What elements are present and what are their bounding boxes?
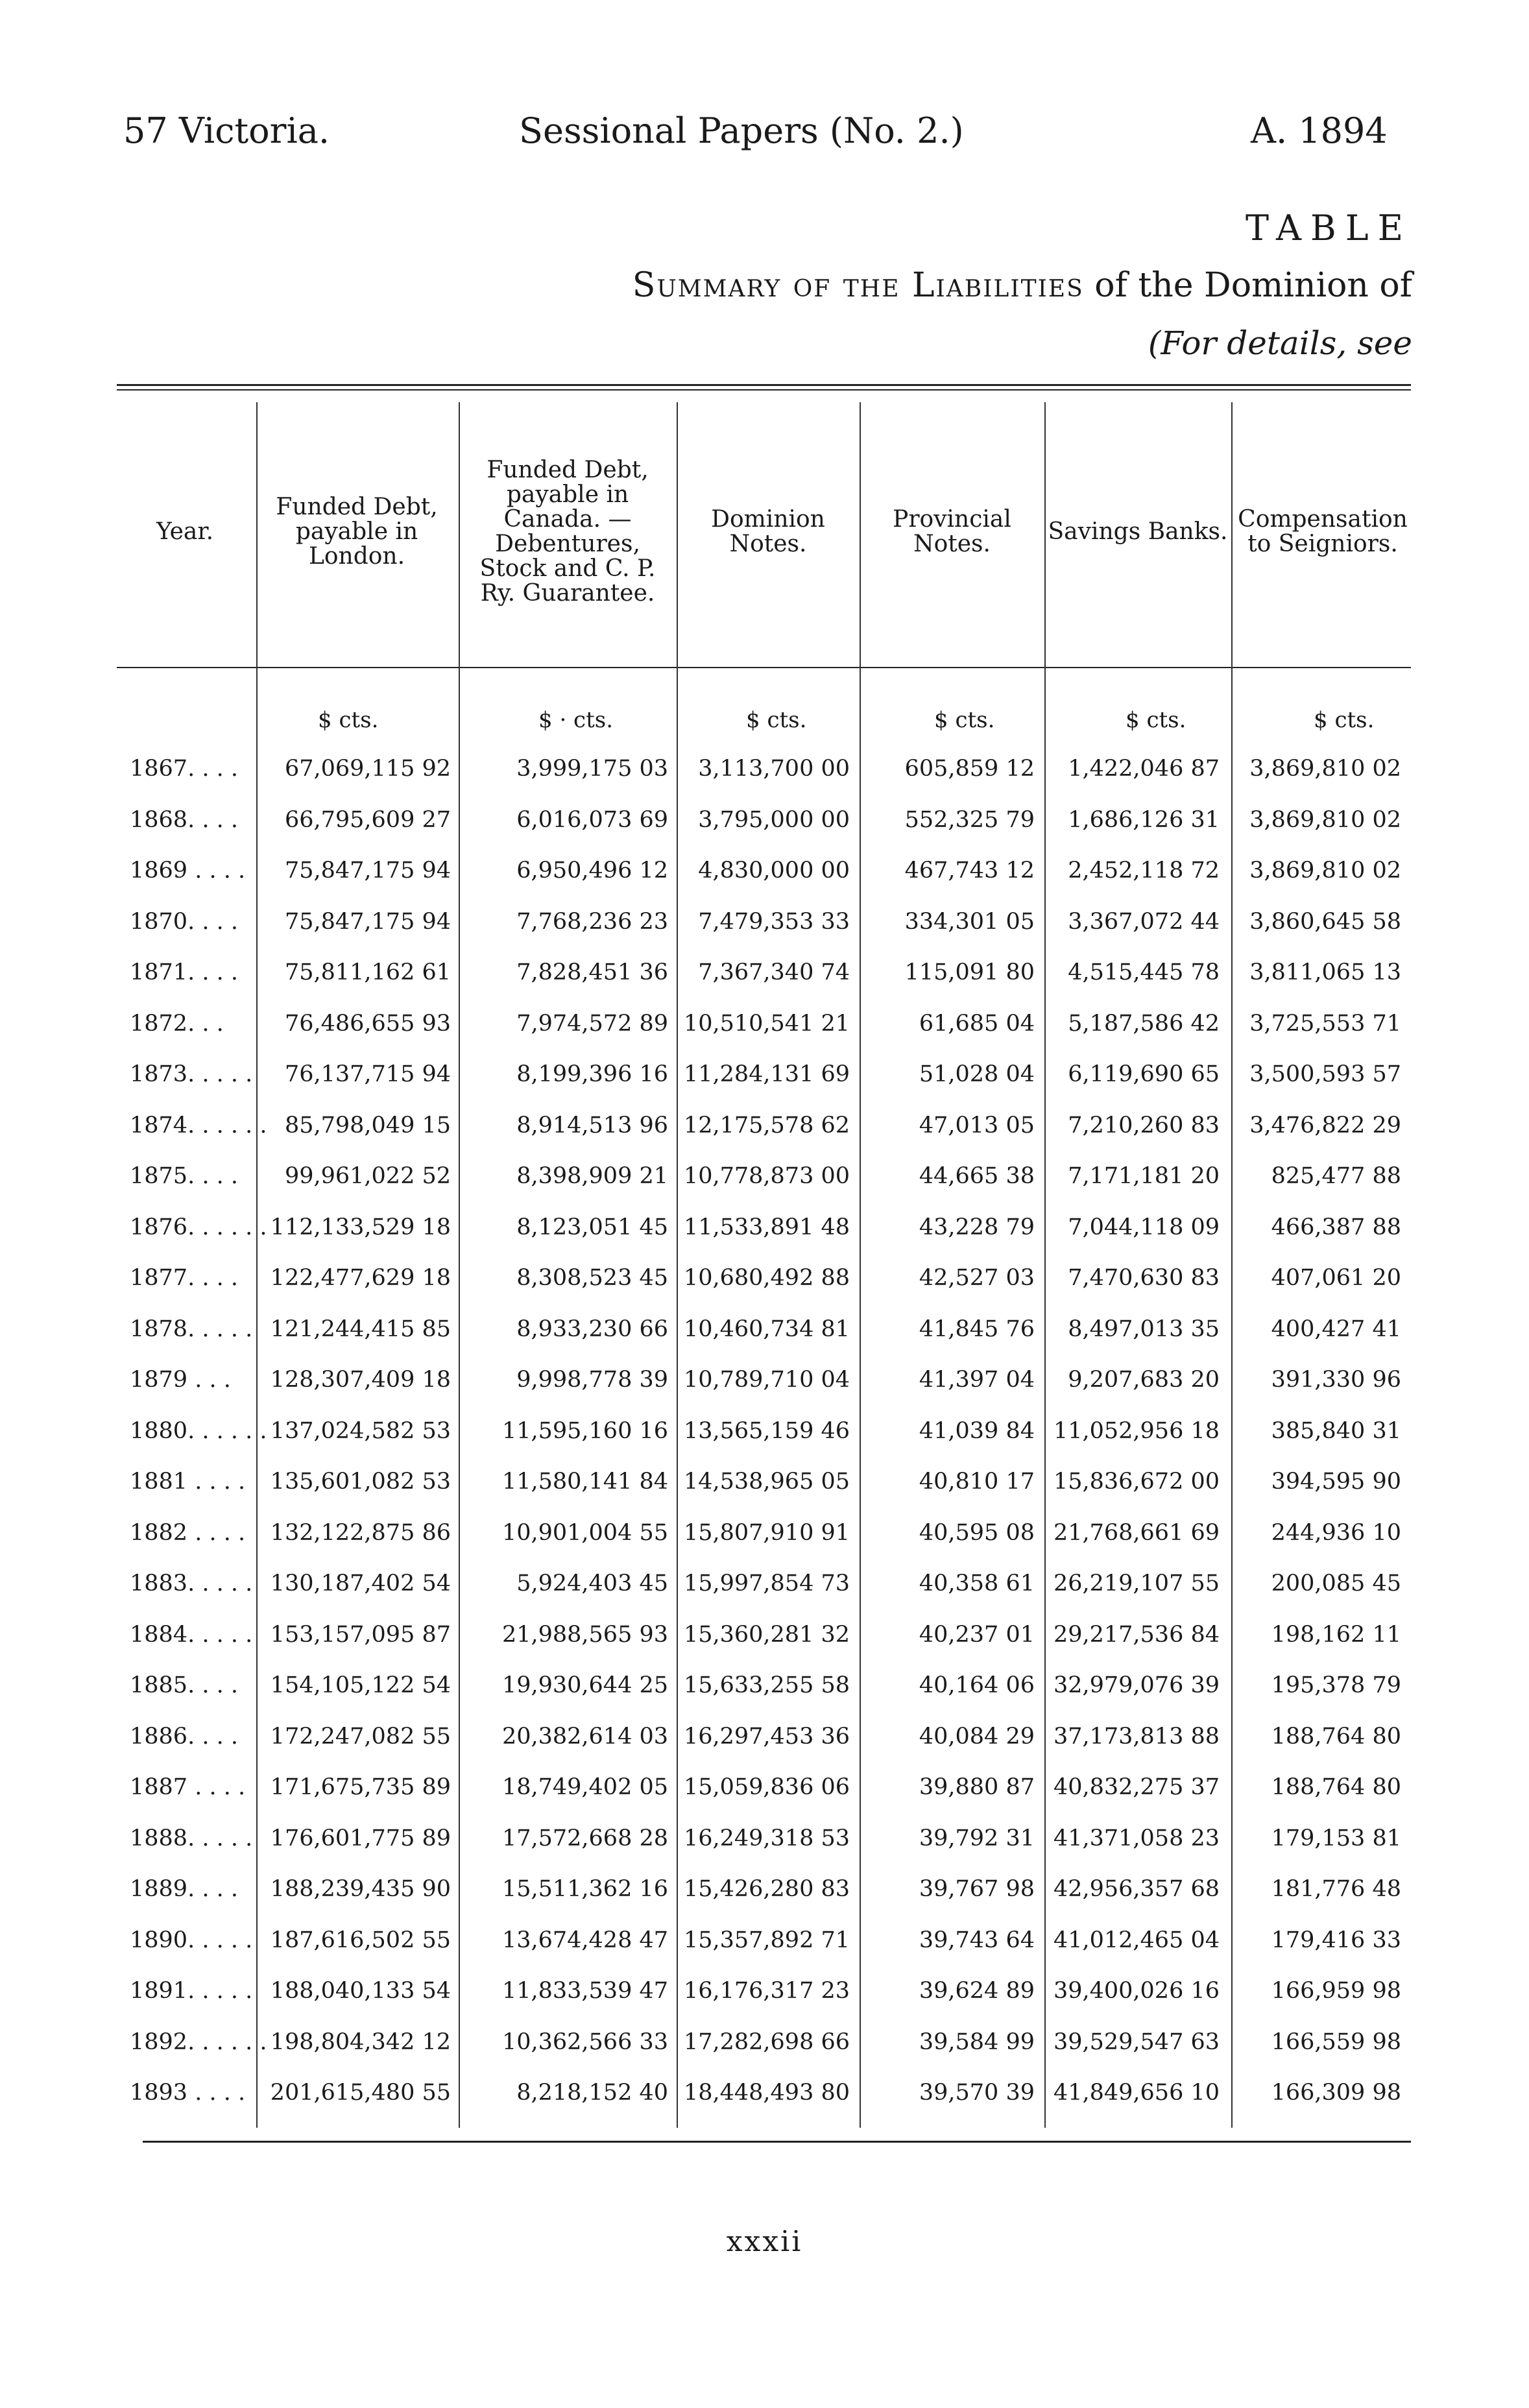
cell-seigniors: 3,860,645 58 <box>1249 908 1401 935</box>
cell-canada: 15,511,362 16 <box>501 1876 668 1902</box>
row-year: 1870. . . . <box>130 908 238 935</box>
cell-london: 76,137,715 94 <box>284 1061 451 1087</box>
cell-dominion: 16,176,317 23 <box>683 1978 850 2004</box>
cell-seigniors: 166,559 98 <box>1271 2029 1401 2055</box>
cell-dominion: 3,795,000 00 <box>698 806 850 833</box>
cell-dominion: 4,830,000 00 <box>698 858 850 884</box>
row-year: 1881 . . . . <box>130 1469 246 1495</box>
cell-london: 112,133,529 18 <box>270 1214 451 1240</box>
table-row <box>0 1724 1529 1774</box>
cell-provincial: 41,845 76 <box>919 1316 1035 1342</box>
cell-dominion: 15,807,910 91 <box>683 1519 850 1546</box>
cell-savings: 26,219,107 55 <box>1053 1571 1220 1596</box>
cell-seigniors: 166,309 98 <box>1271 2080 1401 2106</box>
table-row <box>0 756 1529 806</box>
cell-dominion: 15,059,836 06 <box>683 1774 850 1800</box>
row-year: 1876. . . . . . <box>130 1214 267 1240</box>
cell-london: 132,122,875 86 <box>270 1519 451 1546</box>
cell-dominion: 15,633,255 58 <box>683 1672 850 1698</box>
unit-label: $ cts. <box>746 707 807 733</box>
cell-seigniors: 195,378 79 <box>1271 1672 1401 1698</box>
row-year: 1890. . . . . <box>130 1927 253 1953</box>
cell-dominion: 7,479,353 33 <box>698 908 850 935</box>
cell-savings: 7,171,181 20 <box>1068 1163 1220 1189</box>
table-row <box>0 1011 1529 1061</box>
cell-savings: 8,497,013 35 <box>1068 1316 1220 1342</box>
cell-savings: 32,979,076 39 <box>1053 1672 1220 1698</box>
cell-canada: 11,595,160 16 <box>501 1417 668 1444</box>
cell-savings: 42,956,357 68 <box>1053 1876 1220 1902</box>
cell-provincial: 40,084 29 <box>919 1723 1035 1750</box>
cell-london: 172,247,082 55 <box>270 1723 451 1750</box>
page-number: xxxii <box>726 2225 803 2258</box>
row-year: 1872. . . <box>130 1010 224 1037</box>
cell-seigniors: 391,330 96 <box>1271 1367 1401 1393</box>
table-row <box>0 1672 1529 1723</box>
cell-provincial: 39,743 64 <box>919 1927 1035 1953</box>
cell-london: 153,157,095 87 <box>270 1621 451 1648</box>
unit-label: $ cts. <box>318 707 379 733</box>
cell-savings: 1,686,126 31 <box>1068 806 1220 833</box>
cell-seigniors: 181,776 48 <box>1271 1876 1401 1902</box>
header-session: 57 Victoria. <box>123 110 330 151</box>
row-year: 1871. . . . <box>130 959 238 985</box>
cell-provincial: 334,301 05 <box>904 908 1035 935</box>
header-rule <box>117 667 1411 668</box>
cell-canada: 11,833,539 47 <box>501 1978 668 2004</box>
table-title-smallcaps: Summary of the Liabilities <box>632 266 1084 305</box>
table-row <box>0 1163 1529 1214</box>
cell-savings: 3,367,072 44 <box>1068 908 1220 935</box>
cell-canada: 3,999,175 03 <box>516 756 668 782</box>
cell-seigniors: 385,840 31 <box>1271 1417 1401 1444</box>
row-year: 1875. . . . <box>130 1163 238 1189</box>
cell-savings: 41,012,465 04 <box>1053 1927 1220 1953</box>
cell-canada: 10,362,566 33 <box>501 2029 668 2055</box>
cell-canada: 18,749,402 05 <box>501 1774 668 1800</box>
cell-savings: 41,849,656 10 <box>1053 2080 1220 2106</box>
cell-london: 66,795,609 27 <box>284 806 451 833</box>
row-year: 1868. . . . <box>130 806 238 833</box>
table-row <box>0 1418 1529 1469</box>
col-header-savings: Savings Banks. <box>1048 518 1228 545</box>
table-row <box>0 1061 1529 1112</box>
cell-canada: 7,828,451 36 <box>516 959 668 985</box>
cell-savings: 29,217,536 84 <box>1053 1621 1220 1648</box>
cell-seigniors: 825,477 88 <box>1271 1163 1401 1189</box>
row-year: 1892. . . . . . <box>130 2029 267 2055</box>
cell-canada: 8,218,152 40 <box>516 2080 668 2106</box>
cell-dominion: 15,360,281 32 <box>683 1621 850 1648</box>
cell-seigniors: 3,500,593 57 <box>1249 1061 1401 1087</box>
cell-london: 99,961,022 52 <box>284 1163 451 1189</box>
cell-savings: 7,210,260 83 <box>1068 1112 1220 1138</box>
cell-provincial: 51,028 04 <box>919 1061 1035 1087</box>
cell-savings: 15,836,672 00 <box>1053 1469 1220 1495</box>
cell-savings: 4,515,445 78 <box>1068 959 1220 985</box>
cell-london: 135,601,082 53 <box>270 1469 451 1495</box>
row-year: 1886. . . . <box>130 1723 238 1750</box>
cell-savings: 39,529,547 63 <box>1053 2029 1220 2055</box>
cell-savings: 6,119,690 65 <box>1068 1061 1220 1087</box>
row-year: 1869 . . . . <box>130 858 246 884</box>
cell-dominion: 18,448,493 80 <box>683 2080 850 2106</box>
row-year: 1880. . . . . . <box>130 1417 267 1444</box>
cell-canada: 8,914,513 96 <box>516 1112 668 1138</box>
row-year: 1874. . . . . . <box>130 1112 267 1138</box>
cell-london: 75,811,162 61 <box>284 959 451 985</box>
cell-provincial: 47,013 05 <box>919 1112 1035 1138</box>
cell-dominion: 10,510,541 21 <box>683 1010 850 1037</box>
cell-london: 67,069,115 92 <box>284 756 451 782</box>
cell-london: 137,024,582 53 <box>270 1417 451 1444</box>
header-title: Sessional Papers (No. 2.) <box>519 110 964 151</box>
cell-dominion: 15,997,854 73 <box>683 1571 850 1596</box>
cell-london: 187,616,502 55 <box>270 1927 451 1953</box>
cell-seigniors: 188,764 80 <box>1271 1723 1401 1750</box>
cell-london: 201,615,480 55 <box>270 2080 451 2106</box>
row-year: 1867. . . . <box>130 756 238 782</box>
cell-london: 130,187,402 54 <box>270 1571 451 1596</box>
unit-label: $ cts. <box>1314 707 1375 733</box>
cell-dominion: 16,297,453 36 <box>683 1723 850 1750</box>
top-rule-thin <box>117 389 1411 391</box>
cell-provincial: 39,767 98 <box>919 1876 1035 1902</box>
cell-dominion: 14,538,965 05 <box>683 1469 850 1495</box>
cell-provincial: 552,325 79 <box>904 806 1035 833</box>
table-row <box>0 1622 1529 1672</box>
cell-dominion: 15,357,892 71 <box>683 1927 850 1953</box>
cell-provincial: 39,624 89 <box>919 1978 1035 2004</box>
cell-provincial: 39,880 87 <box>919 1774 1035 1800</box>
cell-dominion: 10,460,734 81 <box>683 1316 850 1342</box>
cell-seigniors: 407,061 20 <box>1271 1265 1401 1291</box>
cell-seigniors: 188,764 80 <box>1271 1774 1401 1800</box>
cell-canada: 19,930,644 25 <box>501 1672 668 1698</box>
table-title-rest: of the Dominion of <box>1083 266 1412 305</box>
cell-provincial: 40,237 01 <box>919 1621 1035 1648</box>
cell-provincial: 39,792 31 <box>919 1825 1035 1851</box>
unit-label: $ cts. <box>1126 707 1186 733</box>
cell-seigniors: 3,869,810 02 <box>1249 858 1401 884</box>
table-row <box>0 1316 1529 1367</box>
cell-provincial: 467,743 12 <box>904 858 1035 884</box>
cell-london: 122,477,629 18 <box>270 1265 451 1291</box>
cell-canada: 9,998,778 39 <box>516 1367 668 1393</box>
table-row <box>0 959 1529 1010</box>
table-row <box>0 1876 1529 1927</box>
table-row <box>0 1825 1529 1876</box>
cell-canada: 13,674,428 47 <box>501 1927 668 1953</box>
cell-dominion: 10,789,710 04 <box>683 1367 850 1393</box>
row-year: 1878. . . . . <box>130 1316 253 1342</box>
col-header-dominion: Dominion Notes. <box>711 506 825 557</box>
row-year: 1873. . . . . <box>130 1061 253 1087</box>
cell-dominion: 15,426,280 83 <box>683 1876 850 1902</box>
col-header-year: Year. <box>156 518 214 545</box>
cell-seigniors: 179,416 33 <box>1271 1927 1401 1953</box>
cell-london: 198,804,342 12 <box>270 2029 451 2055</box>
row-year: 1883. . . . . <box>130 1571 253 1596</box>
cell-seigniors: 3,476,822 29 <box>1249 1112 1401 1138</box>
cell-dominion: 11,284,131 69 <box>683 1061 850 1087</box>
row-year: 1891. . . . . <box>130 1978 253 2004</box>
table-row <box>0 1571 1529 1621</box>
cell-dominion: 12,175,578 62 <box>683 1112 850 1138</box>
cell-seigniors: 394,595 90 <box>1271 1469 1401 1495</box>
col-header-seigniors: Compensation to Seigniors. <box>1238 506 1408 557</box>
cell-seigniors: 3,725,553 71 <box>1249 1010 1401 1037</box>
cell-savings: 2,452,118 72 <box>1068 858 1220 884</box>
cell-canada: 8,199,396 16 <box>516 1061 668 1087</box>
cell-canada: 8,398,909 21 <box>516 1163 668 1189</box>
cell-provincial: 43,228 79 <box>919 1214 1035 1240</box>
table-row <box>0 1265 1529 1316</box>
table-row <box>0 1113 1529 1163</box>
cell-canada: 17,572,668 28 <box>501 1825 668 1851</box>
table-label: TABLE <box>1245 208 1412 248</box>
cell-provincial: 40,595 08 <box>919 1519 1035 1546</box>
row-year: 1885. . . . <box>130 1672 238 1698</box>
cell-seigniors: 179,153 81 <box>1271 1825 1401 1851</box>
cell-dominion: 13,565,159 46 <box>683 1417 850 1444</box>
table-details-note: (For details, see <box>1148 324 1412 362</box>
cell-canada: 20,382,614 03 <box>501 1723 668 1750</box>
cell-dominion: 10,778,873 00 <box>683 1163 850 1189</box>
cell-provincial: 40,358 61 <box>919 1571 1035 1596</box>
cell-provincial: 41,397 04 <box>919 1367 1035 1393</box>
col-header-provincial: Provincial Notes. <box>893 506 1011 557</box>
col-header-canada: Funded Debt, payable in Canada. — Debentures, Stock and C. P. Ry. Guarantee. <box>479 457 656 607</box>
cell-dominion: 7,367,340 74 <box>698 959 850 985</box>
cell-london: 75,847,175 94 <box>284 858 451 884</box>
cell-dominion: 16,249,318 53 <box>683 1825 850 1851</box>
table-row <box>0 1774 1529 1825</box>
cell-london: 128,307,409 18 <box>270 1367 451 1393</box>
cell-savings: 1,422,046 87 <box>1068 756 1220 782</box>
row-year: 1879 . . . <box>130 1367 231 1393</box>
cell-provincial: 40,164 06 <box>919 1672 1035 1698</box>
cell-london: 121,244,415 85 <box>270 1316 451 1342</box>
cell-canada: 7,768,236 23 <box>516 908 668 935</box>
table-row <box>0 1469 1529 1519</box>
bottom-rule <box>143 2141 1411 2143</box>
cell-seigniors: 3,869,810 02 <box>1249 756 1401 782</box>
table-row <box>0 858 1529 908</box>
col-header-london: Funded Debt, payable in London. <box>276 494 438 570</box>
table-row <box>0 1978 1529 2029</box>
cell-savings: 7,044,118 09 <box>1068 1214 1220 1240</box>
cell-london: 188,239,435 90 <box>270 1876 451 1902</box>
table-row <box>0 1367 1529 1417</box>
cell-canada: 21,988,565 93 <box>501 1621 668 1648</box>
table-row <box>0 807 1529 858</box>
cell-canada: 5,924,403 45 <box>516 1571 668 1596</box>
cell-provincial: 61,685 04 <box>919 1010 1035 1037</box>
cell-canada: 8,308,523 45 <box>516 1265 668 1291</box>
row-year: 1877. . . . <box>130 1265 238 1291</box>
cell-provincial: 39,570 39 <box>919 2080 1035 2106</box>
table-row <box>0 909 1529 959</box>
row-year: 1888. . . . . <box>130 1825 253 1851</box>
cell-provincial: 42,527 03 <box>919 1265 1035 1291</box>
row-year: 1889. . . . <box>130 1876 238 1902</box>
cell-london: 76,486,655 93 <box>284 1010 451 1037</box>
table-row <box>0 2080 1529 2130</box>
cell-canada: 7,974,572 89 <box>516 1010 668 1037</box>
cell-provincial: 44,665 38 <box>919 1163 1035 1189</box>
cell-seigniors: 3,811,065 13 <box>1249 959 1401 985</box>
cell-savings: 41,371,058 23 <box>1053 1825 1220 1851</box>
cell-savings: 39,400,026 16 <box>1053 1978 1220 2004</box>
header-year: A. 1894 <box>1251 110 1388 151</box>
cell-savings: 11,052,956 18 <box>1053 1417 1220 1444</box>
cell-canada: 6,950,496 12 <box>516 858 668 884</box>
cell-canada: 8,123,051 45 <box>516 1214 668 1240</box>
cell-seigniors: 3,869,810 02 <box>1249 806 1401 833</box>
cell-dominion: 17,282,698 66 <box>683 2029 850 2055</box>
cell-seigniors: 400,427 41 <box>1271 1316 1401 1342</box>
cell-seigniors: 200,085 45 <box>1271 1571 1401 1596</box>
table-title <box>632 266 1412 305</box>
row-year: 1882 . . . . <box>130 1519 246 1546</box>
unit-label: $ cts. <box>934 707 995 733</box>
cell-dominion: 3,113,700 00 <box>698 756 850 782</box>
row-year: 1887 . . . . <box>130 1774 246 1800</box>
cell-savings: 5,187,586 42 <box>1068 1010 1220 1037</box>
cell-savings: 9,207,683 20 <box>1068 1367 1220 1393</box>
cell-seigniors: 466,387 88 <box>1271 1214 1401 1240</box>
cell-provincial: 41,039 84 <box>919 1417 1035 1444</box>
cell-canada: 6,016,073 69 <box>516 806 668 833</box>
cell-london: 171,675,735 89 <box>270 1774 451 1800</box>
cell-canada: 10,901,004 55 <box>501 1519 668 1546</box>
cell-london: 154,105,122 54 <box>270 1672 451 1698</box>
cell-canada: 8,933,230 66 <box>516 1316 668 1342</box>
cell-dominion: 11,533,891 48 <box>683 1214 850 1240</box>
table-row <box>0 1214 1529 1265</box>
cell-dominion: 10,680,492 88 <box>683 1265 850 1291</box>
row-year: 1884. . . . . <box>130 1621 253 1648</box>
cell-provincial: 605,859 12 <box>904 756 1035 782</box>
cell-london: 85,798,049 15 <box>284 1112 451 1138</box>
cell-london: 75,847,175 94 <box>284 908 451 935</box>
cell-savings: 37,173,813 88 <box>1053 1723 1220 1750</box>
cell-seigniors: 198,162 11 <box>1271 1621 1401 1648</box>
cell-savings: 40,832,275 37 <box>1053 1774 1220 1800</box>
cell-provincial: 39,584 99 <box>919 2029 1035 2055</box>
cell-provincial: 40,810 17 <box>919 1469 1035 1495</box>
cell-savings: 7,470,630 83 <box>1068 1265 1220 1291</box>
cell-london: 176,601,775 89 <box>270 1825 451 1851</box>
table-row <box>0 2029 1529 2080</box>
row-year: 1893 . . . . <box>130 2080 246 2106</box>
cell-savings: 21,768,661 69 <box>1053 1519 1220 1546</box>
cell-provincial: 115,091 80 <box>904 959 1035 985</box>
unit-label: $ · cts. <box>538 707 614 733</box>
cell-london: 188,040,133 54 <box>270 1978 451 2004</box>
cell-seigniors: 166,959 98 <box>1271 1978 1401 2004</box>
cell-canada: 11,580,141 84 <box>501 1469 668 1495</box>
cell-seigniors: 244,936 10 <box>1271 1519 1401 1546</box>
top-rule <box>117 384 1411 386</box>
table-row <box>0 1520 1529 1571</box>
table-row <box>0 1927 1529 1978</box>
